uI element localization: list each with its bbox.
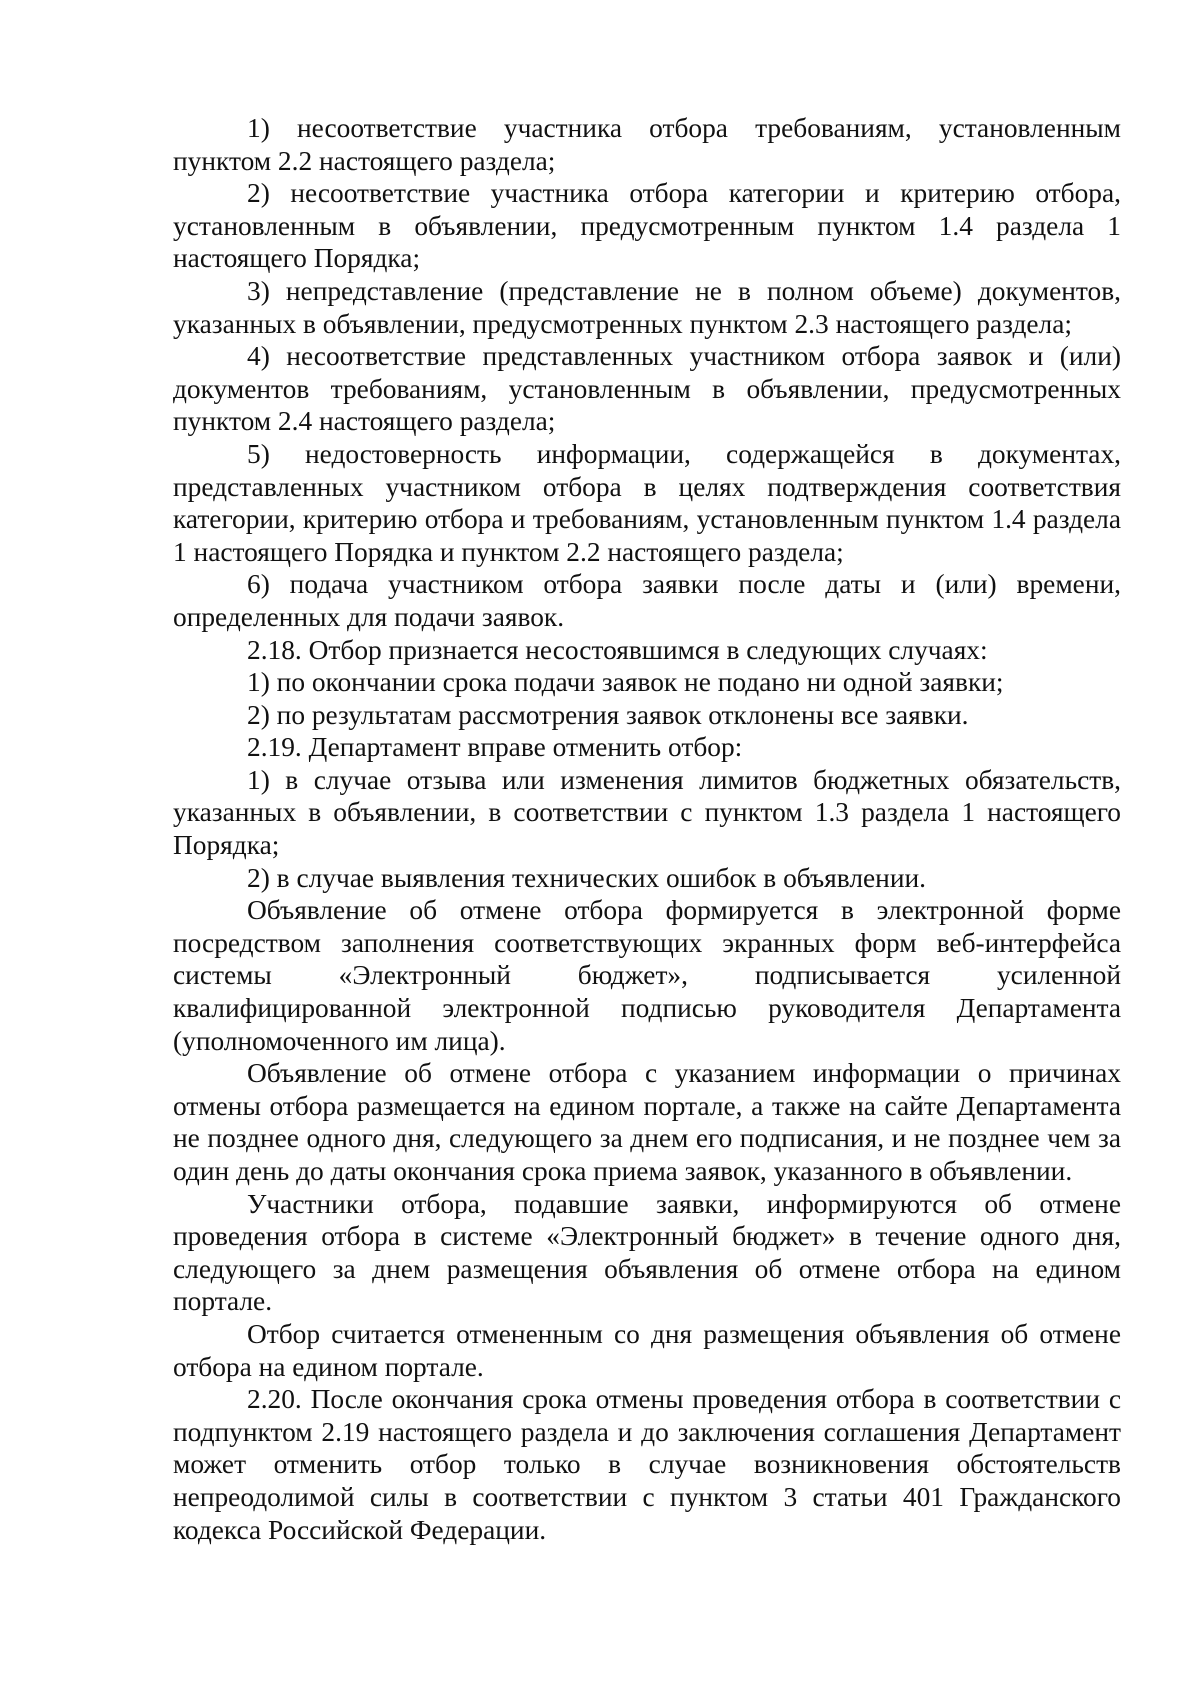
paragraph-cancellation-effective: Отбор считается отмененным со дня размещения объявления об отмене отбора на едином портале. [173,1318,1121,1382]
paragraph-item-3: 3) непредставление (представление не в полном объеме) документов, указанных в объявлении, предусмотренных пунктом 2.3 настоящего раздела; [173,275,1121,339]
section-2-19-heading: 2.19. Департамент вправе отменить отбор: [247,732,743,763]
paragraph-item-4: 4) несоответствие представленных участником отбора заявок и (или) документов требованиям, установленным в объявлении, предусмотренных пунктом 2.4 настоящего раздела; [173,341,1121,437]
paragraph-item-1: 1) несоответствие участника отбора требованиям, установленным пунктом 2.2 настоящего раздела; [173,113,1121,176]
paragraph-cancellation-form: Объявление об отмене отбора формируется в электронной форме посредством заполнения соответствующих экранных форм веб-интерфейса системы «Электронный бюджет», подписывается усиленной квалифицированной электронной подписью руководителя Департамента (уполномоченного им лица). [173,895,1121,1056]
paragraph-cancellation-publication: Объявление об отмене отбора с указанием информации о причинах отмены отбора размещается на едином портале, а также на сайте Департамента не позднее одного дня, следующего за днем его подписания, и не позднее чем за один день до даты окончания срока приема заявок, указанного в объявлении. [173,1058,1121,1186]
paragraph-2-18-item-2: 2) по результатам рассмотрения заявок отклонены все заявки. [247,699,969,730]
section-2-18-heading: 2.18. Отбор признается несостоявшимся в следующих случаях: [247,634,988,665]
paragraph-2-18-item-1: 1) по окончании срока подачи заявок не подано ни одной заявки; [247,667,1004,698]
paragraph-participants-notice: Участники отбора, подавшие заявки, информируются об отмене проведения отбора в системе «Электронный бюджет» в течение одного дня, следующего за днем размещения объявления об отмене отбора на едином портале. [173,1188,1121,1317]
paragraph-item-6: 6) подача участником отбора заявки после даты и (или) времени, определенных для подачи заявок. [173,569,1121,632]
section-2-20-paragraph: 2.20. После окончания срока отмены проведения отбора в соответствии с подпунктом 2.19 настоящего раздела и до заключения соглашения Департамент может отменить отбор только в случае возникновения обстоятельств непреодолимой силы в соответствии с пунктом 3 статьи 401 Гражданского кодекса Российской Федерации. [173,1384,1121,1545]
paragraph-2-19-item-2: 2) в случае выявления технических ошибок в объявлении. [247,862,927,893]
paragraph-2-19-item-1: 1) в случае отзыва или изменения лимитов бюджетных обязательств, указанных в объявлении, в соответствии с пунктом 1.3 раздела 1 настоящего Порядка; [173,764,1121,861]
paragraph-item-2: 2) несоответствие участника отбора категории и критерию отбора, установленным в объявлении, предусмотренным пунктом 1.4 раздела 1 настоящего Порядка; [173,178,1121,274]
document-page [173,112,1121,1546]
paragraph-item-5: 5) недостоверность информации, содержащейся в документах, представленных участником отбора в целях подтверждения соответствия категории, критерию отбора и требованиям, установленным пунктом 1.4 раздела 1 настоящего Порядка и пунктом 2.2 настоящего раздела; [173,438,1121,567]
